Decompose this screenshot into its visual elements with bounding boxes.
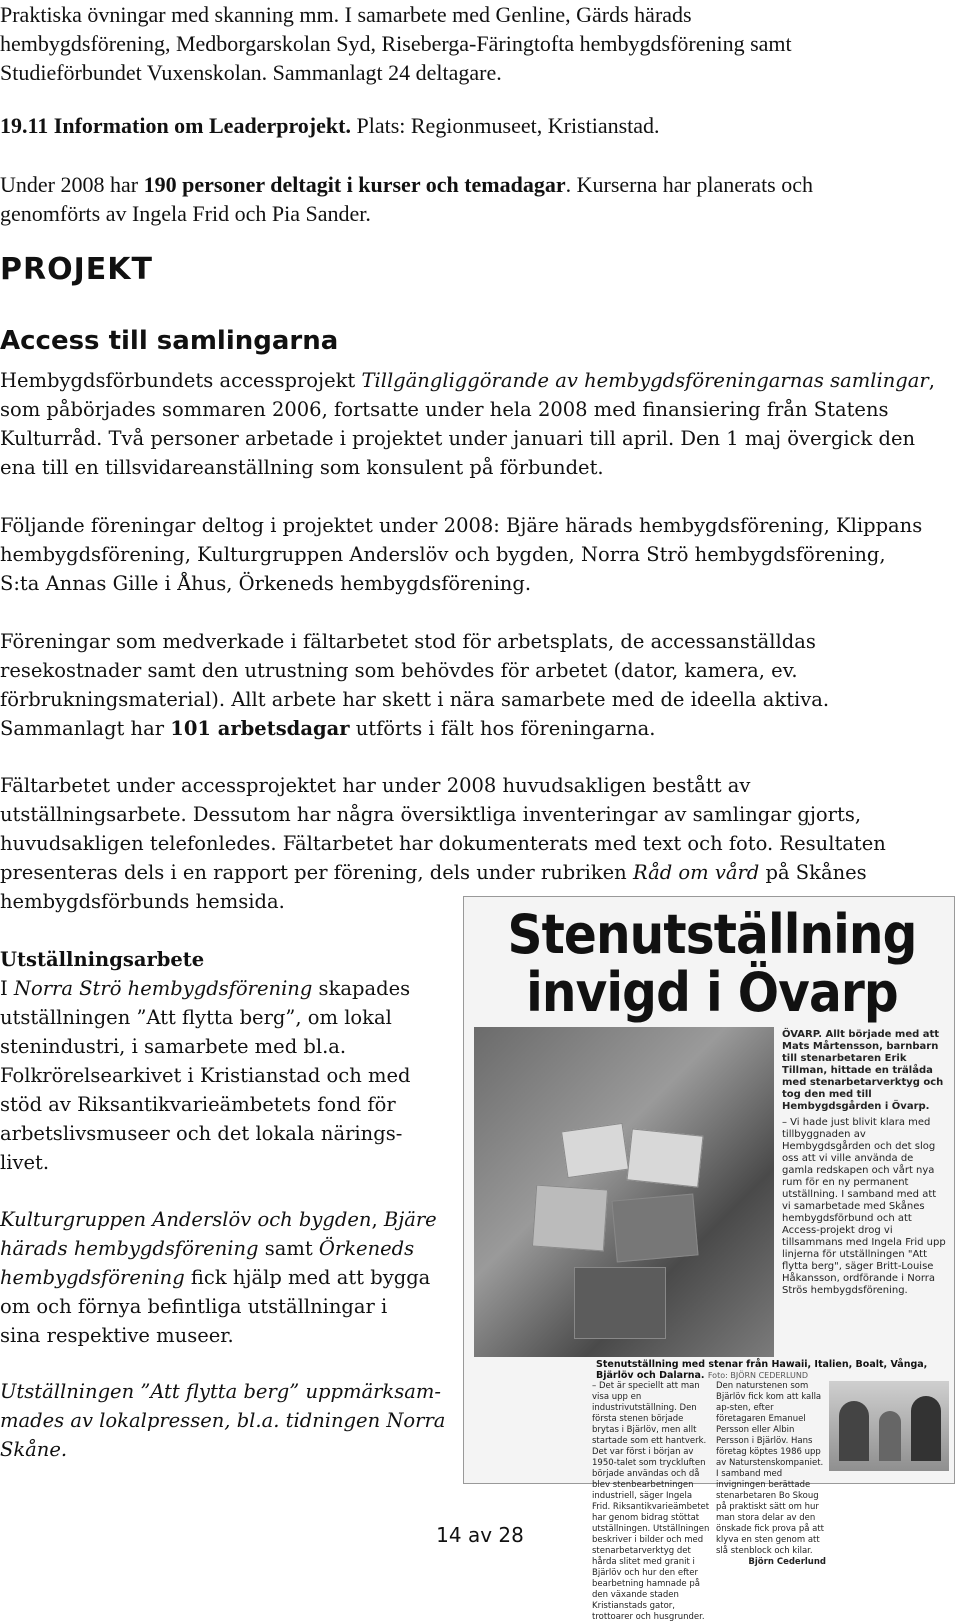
subsection-title: Access till samlingarna [0,326,339,356]
association-name: Kulturgruppen Anderslöv och bygden [0,1208,372,1231]
text: om och förnya befintliga utställningar i [0,1295,388,1318]
exhibition-section [0,945,455,1177]
association-name: hembygdsförening [0,1266,185,1289]
project-title: Tillgängliggörande av hembygdsföreningarnas samlingar [361,369,929,392]
text: hembygdsförening, Kulturgruppen Anderslöv och bygden, Norra Strö hembygdsförening, [0,543,886,566]
event-place: Plats: Regionmuseet, Kristianstad. [350,113,660,138]
text: , [928,369,935,392]
ingress-text: – Vi hade just blivit klara med tillbyggnaden av Hembygdsgården och det slog oss att vi ville använda de gamla redskapen och vårt nya rum för en ny permanent utställning. I samband med att vi samarbetade med Skånes hembygdsförbund och att Access-projekt drog vi tillsammans med Ingela Frid upp linjerna för utställningen "Att flytta berg", säger Britt-Louise Håkansson, ordförande i Norra Strös hembygdsförening. [782,1117,946,1296]
text: Fältarbetet under accessprojektet har under 2008 huvudsakligen bestått av [0,774,751,797]
section-title: PROJEKT [0,252,153,287]
stone-shape [574,1267,666,1339]
text: förbrukningsmaterial). Allt arbete har skett i nära samarbete med de ideella aktiva. [0,688,830,711]
summary-bold: 190 personer deltagit i kurser och temadagar [143,172,566,197]
text: arbetslivsmuseer och det lokala närings- [0,1122,403,1145]
text: på Skånes [759,861,867,884]
association-name: Örkeneds [318,1237,415,1260]
text: ena till en tillsvidareanställning som konsulent på förbundet. [0,456,604,479]
text: Följande föreningar deltog i projektet under 2008: Bjäre härads hembygdsförening, Klippans [0,514,923,537]
text: Sammanlagt har [0,717,171,740]
clipping-ingress [782,1029,947,1297]
byline: Björn Cederlund [748,1557,826,1567]
press-note [0,1377,455,1464]
workdays-count: 101 arbetsdagar [170,717,350,740]
intro-line: hembygdsförening, Medborgarskolan Syd, Riseberga-Färingtofta hembygdsförening samt [0,31,792,56]
text: utställningen ”Att flytta berg”, om lokal [0,1006,392,1029]
text: hembygdsförbunds hemsida. [0,890,285,913]
text: fick hjälp med att bygga [184,1266,431,1289]
photo-credit: Foto: BJÖRN CEDERLUND [707,1371,809,1380]
text: samt [258,1237,319,1260]
text: huvudsakligen telefonledes. Fältarbetet har dokumenterats med text och foto. Resultaten [0,832,886,855]
clipping-headline: invigd i Övarp [526,961,898,1024]
text: som påbörjades sommaren 2006, fortsatte under hela 2008 med finansiering från Statens [0,398,889,421]
text: presenteras dels i en rapport per förening, dels under rubriken [0,861,633,884]
stones-photo [474,1027,774,1357]
stone-shape [561,1123,629,1178]
text: livet. [0,1151,50,1174]
stone-shape [532,1185,608,1252]
rubric: Råd om vård [632,861,760,884]
intro-paragraph [0,0,792,87]
paragraph-access [0,366,935,482]
renovation-paragraph [0,1205,455,1350]
association-name: Bjäre [383,1208,437,1231]
text: S:ta Annas Gille i Åhus, Örkeneds hembygdsförening. [0,572,532,595]
event-date: 19.11 Information om Leaderprojekt. [0,113,351,138]
people-photo [829,1381,949,1471]
text: Hembygdsförbundets accessprojekt [0,369,362,392]
text: Folkrörelsearkivet i Kristianstad och med [0,1064,411,1087]
association-name: härads hembygdsförening [0,1237,259,1260]
column-text: Den naturstenen som Bjärlöv fick kom att kalla ap-sten, efter företagaren Emanuel Persson eller Albin Persson i Bjärlöv. Hans företag köptes 1986 upp av Naturstenskompaniet. I samband med invigningen berättade stenarbetaren Bo Skoug på praktiskt sätt om hur man stora delar av den önskade fick prova på att klyva en sten genom att slå stenblock och kilar. [716,1381,825,1556]
person-shape [879,1411,901,1461]
text: Kulturråd. Två personer arbetade i projektet under januari till april. Den 1 maj övergick den [0,427,916,450]
caption-text: Stenutställning med stenar från Hawaii, Italien, Boalt, Vånga, Bjärlöv och Dalarna. [596,1359,928,1381]
summary-text: genomförts av Ingela Frid och Pia Sander. [0,201,371,226]
ingress-lead: ÖVARP. Allt började med att Mats Mårtensson, barnbarn till stenarbetaren Erik Tillman, hittade en trälåda med stenarbetarverktyg och tog den med till Hembygdsgården i Övarp. [782,1029,944,1112]
text: mades av lokalpressen, bl.a. tidningen Norra [0,1409,446,1432]
exhibition-heading: Utställningsarbete [0,948,205,971]
event-line [0,111,660,140]
text: Föreningar som medverkade i fältarbetet stod för arbetsplats, de accessanställdas [0,630,816,653]
text: utställningsarbete. Dessutom har några översiktliga inventeringar av samlingar gjorts, [0,803,862,826]
text: sina respektive museer. [0,1324,234,1347]
summary-text: . Kurserna har planerats och [565,172,814,197]
summary-paragraph [0,170,813,228]
person-shape [911,1396,941,1461]
text: resekostnader samt den utrustning som behövdes för arbetet (dator, kamera, ev. [0,659,798,682]
association-name: Norra Strö hembygdsförening [13,977,313,1000]
photo-caption [596,1359,946,1381]
clipping-headline: Stenutställning [507,903,917,966]
intro-line: Studieförbundet Vuxenskolan. Sammanlagt 24 deltagare. [0,60,502,85]
text: I [0,977,14,1000]
paragraph-fieldwork [0,627,829,743]
stone-shape [626,1128,703,1187]
text: skapades [312,977,411,1000]
text: , [371,1208,384,1231]
text: utförts i fält hos föreningarna. [349,717,656,740]
text: stöd av Riksantikvarieämbetets fond för [0,1093,396,1116]
page-number: 14 av 28 [436,1523,524,1547]
text: Utställningen ”Att flytta berg” uppmärksam- [0,1380,441,1403]
stone-shape [611,1194,698,1263]
paragraph-associations [0,511,922,598]
person-shape [839,1401,869,1461]
text: stenindustri, i samarbete med bl.a. [0,1035,347,1058]
paragraph-results [0,771,886,916]
text: Skåne. [0,1438,68,1461]
summary-text: Under 2008 har [0,172,144,197]
article-column: – Det är speciellt att man visa upp en industrivutställning. Den första stenen började brytas i Bjärlöv, men allt startade som ett hantverk. Det var först i början av 1950-talet som tryckluften började användas och då blev stenbearbetningen industriell, säger Ingela Frid. Riksantikvarieämbetet har genom bidrag stöttat utställningen. Utställningen beskriver i bilder och med stenarbetarverktyg det hårda slitet med granit i Bjärlöv och hur den efter bearbetning hamnade på den växande staden Kristianstads gator, trottoarer och husgrunder. [592,1381,710,1622]
intro-line: Praktiska övningar med skanning mm. I samarbete med Genline, Gärds härads [0,2,692,27]
